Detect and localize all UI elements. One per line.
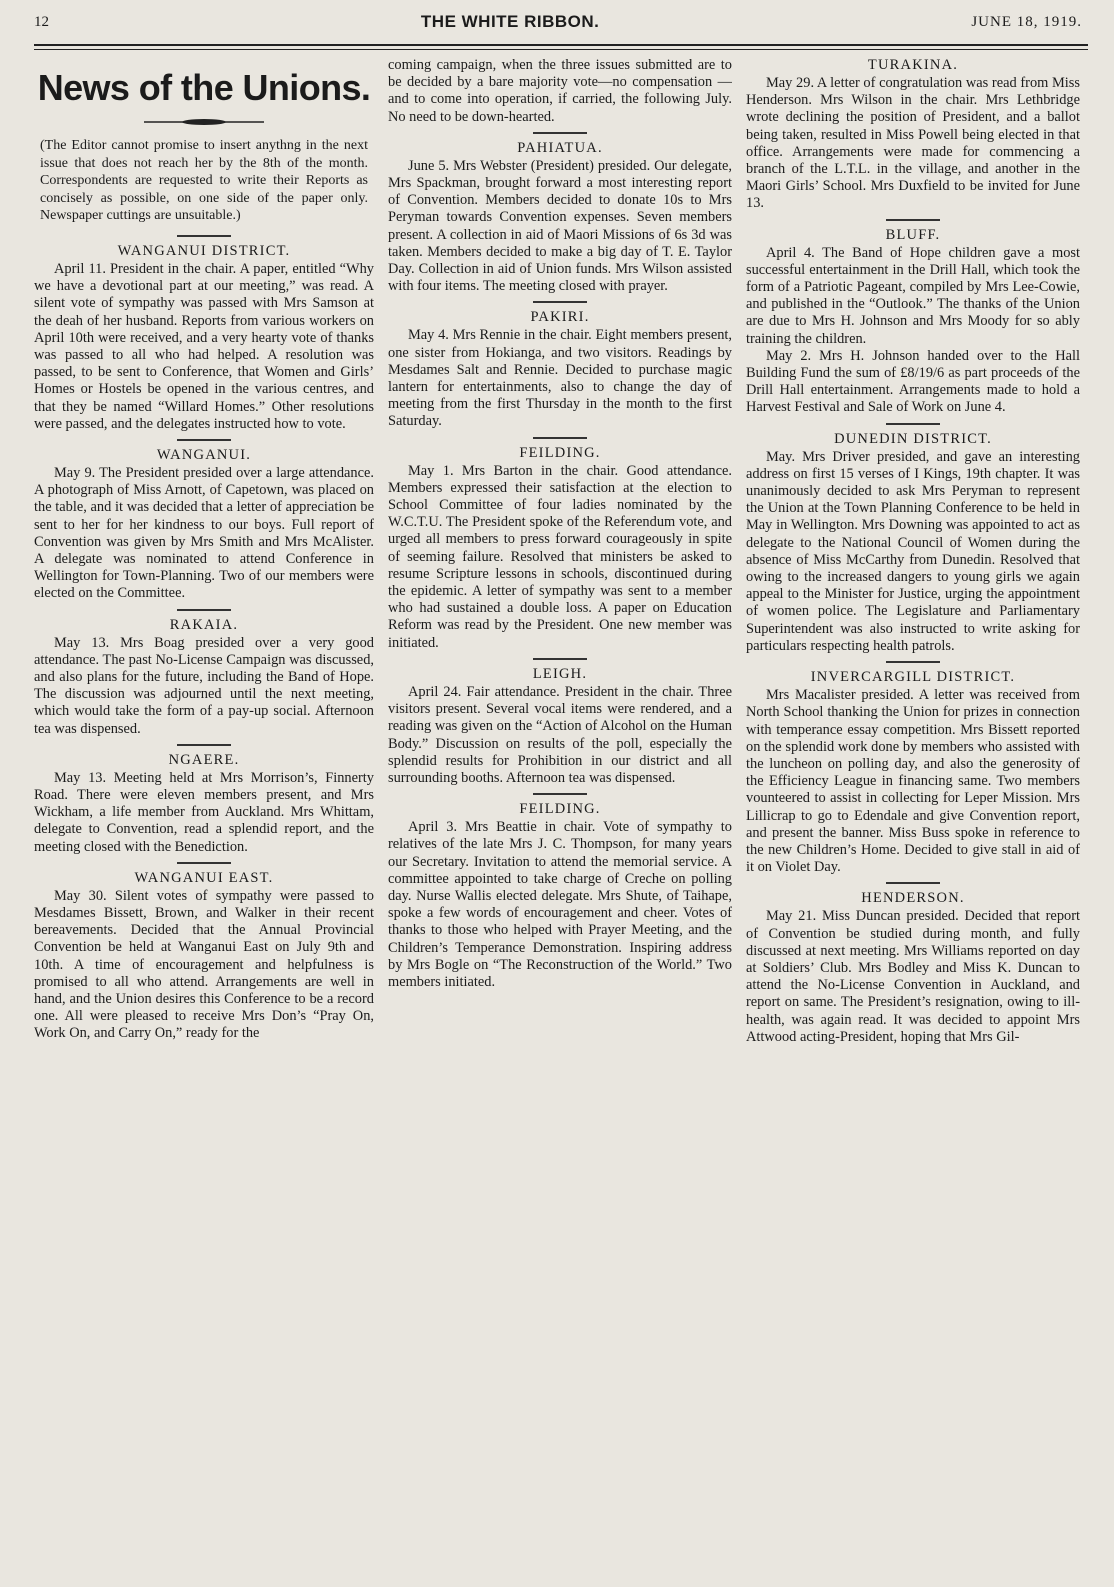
section-divider (533, 437, 587, 439)
report-paragraph: May 30. Silent votes of sympathy were passed to Mesdames Bissett, Brown, and Walker in their recent bereavements. Decided that the Annual Provincial Convention be held at Wanganui East on July 9th and 10th. A time of encouragement and helpfulness is promised to all who attend. Arrangements are well in hand, and the Union desires this Conference to be a record one. All were pleased to receive Mrs Don’s “Pray On, Work On, and Carry On,” ready for the (34, 887, 374, 1042)
report-heading: TURAKINA. (867, 57, 959, 73)
section-divider (177, 439, 231, 441)
section-divider (177, 744, 231, 746)
section-divider (177, 235, 231, 237)
union-report-pakiri (388, 309, 732, 430)
section-divider (533, 301, 587, 303)
report-heading: NGAERE. (168, 751, 240, 768)
section-divider (177, 862, 231, 864)
report-paragraph: June 5. Mrs Webster (President) presided. Our delegate, Mrs Spackman, brought forward a most interesting report of Convention. Members decided to donate 10s to Mrs Peryman towards Convention expenses. Seven members present. A collection in aid of Maori Missions of 6s 3d was taken. Members decided to make a big day of T. E. Taylor Day. Collection in aid of Union funds. Mrs Wilson assisted with four items. The meeting closed with prayer. (388, 157, 732, 295)
report-paragraph: April 3. Mrs Beattie in chair. Vote of sympathy to relatives of the late Mrs J. C. Thompson, for many years our Secretary. Invitation to attend the memorial service. A committee appointed to take charge of Creche on polling day. Nurse Wallis elected delegate. Mrs Shute, of Taihape, spoke a few words of encouragement and cheer. Votes of thanks to those who helped with Prayer Meeting, and the Children’s Temperance Demonstration. Inspiring address by Mrs Bogle on “The Reconstruction of the World.” Two members initiated. (388, 819, 732, 990)
union-report-turakina (746, 57, 1080, 213)
report-paragraph: coming campaign, when the three issues submitted are to be decided by a bare majority vote—no compensation —and to come into operation, if carried, the following July. No need to be down-hearted. (388, 57, 732, 125)
report-paragraph: April 24. Fair attendance. President in the chair. Three visitors present. Several vocal items were rendered, and a reading was given on the “Action of Alcohol on the Human Body.” Discussion on results of the poll, especially the splendid results for Prohibition in our district and all surrounding booths. Afternoon tea was dispensed. (388, 683, 732, 786)
section-divider (886, 423, 940, 425)
article-columns (34, 57, 1090, 1581)
issue-date: JUNE 18, 1919. (971, 13, 1082, 30)
section-divider (177, 609, 231, 611)
report-paragraph: May 21. Miss Duncan presided. Decided that report of Convention be studied during month, and fully discussed at next meeting. Mrs Williams reported on day at Soldiers’ Club. Mrs Bodley and Miss K. Duncan to attend the No-License Convention in Auckland, and report on same. The President’s resignation, owing to ill-health, was again read. It was decided to appoint Mrs Attwood acting-President, hoping that Mrs Gil- (746, 908, 1080, 1045)
report-paragraph: May 29. A letter of congratulation was read from Miss Henderson. Mrs Wilson in the chair. Mrs Lethbridge wrote declining the position of President, and a ballot being taken, resulted in Miss Powell being elected in that office. Arrangements were made for commencing a branch of the L.T.L. in the village, and another in the Maori Girls’ School. Mrs Duxfield to be invited for June 13. (746, 75, 1080, 212)
union-report-rakaia (34, 617, 374, 738)
report-paragraph: May 9. The President presided over a large attendance. A photograph of Miss Arnott, of Capetown, was placed on the table, and it was decided that a letter of appreciation be sent to her for her kindness to our boys. Full report of Convention was given by Mrs Smith and Mrs McAlister. A delegate was nominated to attend Conference in Wellington for Town-Planning. Two of our members were elected on the Committee. (34, 465, 374, 602)
report-heading: INVERCARGILL DISTRICT. (810, 669, 1016, 686)
report-paragraph: May 13. Meeting held at Mrs Morrison’s, Finnerty Road. There were eleven members present, and Mrs Wickham, a life member from Auckland. Mrs Whittam, delegate to Convention, read a splendid report, and the meeting closed with the Benediction. (34, 769, 374, 855)
report-heading: PAKIRI. (530, 309, 590, 326)
report-heading: FEILDING. (519, 444, 601, 461)
page-header (34, 8, 1082, 36)
report-heading: DUNEDIN DISTRICT. (834, 430, 992, 447)
report-heading: BLUFF. (885, 226, 941, 243)
section-divider (886, 882, 940, 884)
union-report-wanganui-district (34, 243, 374, 433)
publication-title: THE WHITE RIBBON. (420, 12, 600, 31)
union-report-henderson (746, 890, 1080, 1046)
report-paragraph: May 4. Mrs Rennie in the chair. Eight members present, one sister from Hokianga, and two visitors. Readings by Mesdames Salt and Rennie. Decided to purchase magic lantern for entertainments, also to change the day of meeting from the first Thursday in the month to the first Saturday. (388, 327, 732, 430)
report-paragraph: May 1. Mrs Barton in the chair. Good attendance. Members expressed their satisfaction at the election to School Committee of four ladies nominated by the W.C.T.U. The President spoke of the Referendum vote, and urged all members to press forward courageously in spite of seeming failure. Resolved that ministers be asked to resume Scripture lessons in schools, discontinued during the epidemic. A letter of sympathy was sent to a member who had sustained a double loss. A paper on Education Reform was read by the President. One new member was initiated. (388, 462, 732, 651)
report-heading: WANGANUI DISTRICT. (117, 242, 291, 259)
editor-note: (The Editor cannot promise to insert anythng in the next issue that does not reach her by the 8th of the month. Correspondents are requested to write their Reports as concisely as possible, on one side of the paper only. Newspaper cuttings are unsuitable.) (40, 138, 368, 224)
union-report-feilding (388, 445, 732, 652)
page-number: 12 (34, 13, 49, 30)
report-heading: FEILDING. (519, 801, 601, 818)
union-report-pahiatua (388, 140, 732, 296)
union-report-bluff (746, 227, 1080, 417)
section-title: News of the Unions. (37, 67, 371, 108)
ornament-rule (144, 117, 264, 127)
section-divider (533, 658, 587, 660)
report-heading: PAHIATUA. (517, 139, 603, 156)
report-paragraph: April 4. The Band of Hope children gave a most successful entertainment in the Drill Hall, which took the form of a Patriotic Pageant, compiled by Mrs Lee-Cowie, and published in the “Outlook.” The thanks of the Union are due to Mrs H. Johnson and Mrs Moody for so ably training the children. (746, 244, 1080, 347)
union-report-ngaere (34, 752, 374, 856)
report-heading: WANGANUI EAST. (134, 869, 274, 886)
union-report-dunedin-district (746, 431, 1080, 655)
section-divider (886, 219, 940, 221)
union-report-feilding (388, 801, 732, 991)
report-heading: RAKAIA. (169, 616, 239, 633)
report-paragraph: April 11. President in the chair. A paper, entitled “Why we have a devotional part at our meeting,” was read. A silent vote of sympathy was passed with Mrs Samson at the deah of her husband. Reports from various workers on April 10th were received, and a very hearty vote of thanks was passed to all who had helped. A resolution was passed, to be sent to Conference, that Women and Girls’ Homes or Hostels be opened in the various centres, and that they be named “Willard Homes.” Other resolutions were passed, and the delegates instructed how to vote. (34, 260, 374, 432)
column-3 (742, 57, 1080, 1581)
union-report-invercargill-district (746, 669, 1080, 876)
report-heading: WANGANUI. (156, 447, 252, 463)
section-divider (886, 661, 940, 663)
section-divider (533, 132, 587, 134)
union-report-wanganui (34, 447, 374, 603)
report-heading: HENDERSON. (861, 890, 965, 907)
report-paragraph: Mrs Macalister presided. A letter was received from North School thanking the Union for prizes in connection with temperance essay competition. Mrs Bissett reported on the splendid work done by members who assisted with the luncheon on polling day, and also the generosity of the Efficiency League in financing same. Two members vounteered to assist in collecting for Leper Mission. Mrs Lillicrap to go to Edendale and give Convention report, and present the banner. Miss Buss spoke in reference to the new Children’s Home. Decided to give stall in aid of it on Violet Day. (746, 687, 1080, 876)
report-heading: LEIGH. (532, 665, 588, 682)
report-paragraph: May 13. Mrs Boag presided over a very good attendance. The past No-License Campaign was discussed, and also plans for the future, including the Band of Hope. The discussion was adjourned until the next meeting, which would take the form of a pay-up social. Afternoon tea was dispensed. (34, 634, 374, 737)
union-report-leigh (388, 666, 732, 787)
header-rule (34, 44, 1088, 50)
column-2 (384, 57, 732, 1581)
report-paragraph: May 2. Mrs H. Johnson handed over to the Hall Building Fund the sum of £8/19/6 as part proceeds of the Drill Hall entertainment. Arrangements made to hold a Harvest Festival and Sale of Work on June 4. (746, 347, 1080, 416)
section-divider (533, 793, 587, 795)
union-report-continued (388, 57, 732, 126)
union-report-wanganui-east (34, 870, 374, 1043)
column-1 (34, 57, 374, 1581)
report-paragraph: May. Mrs Driver presided, and gave an interesting address on first 15 verses of I Kings, 19th chapter. It was unanimously decided to ask Mrs Peryman to represent the Union at the Town Planning Conference to be held in May in Wellington. Mrs Downing was appointed to act as delegate to the National Council of Women during the absence of Miss McCarthy from Dunedin. Resolved that owing to the increased dangers to young girls we again appeal to the Minister for Justice, urging the appointment of women police. The Legislature and Parliamentary Superintendent was also instructed to write asking for particulars respecting health patrols. (746, 448, 1080, 654)
